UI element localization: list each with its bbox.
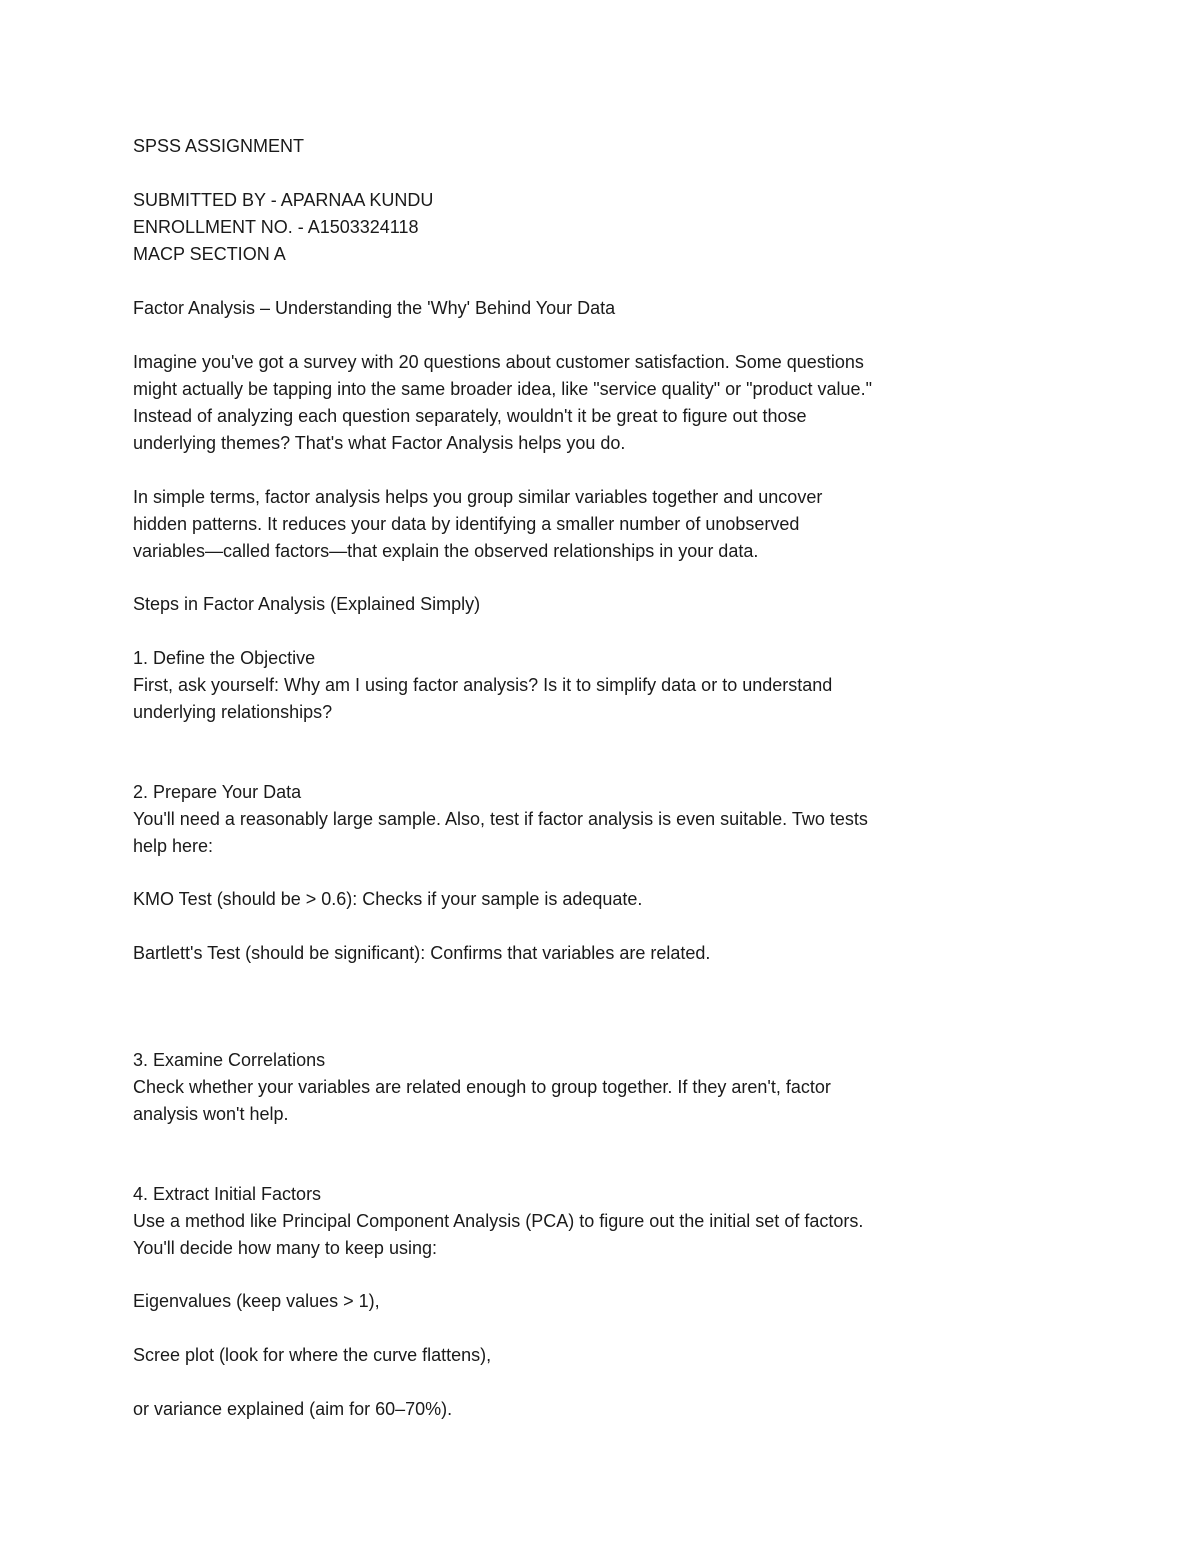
paragraph-line: You'll decide how many to keep using: bbox=[133, 1238, 437, 1258]
paragraph-line: Eigenvalues (keep values > 1), bbox=[133, 1291, 380, 1311]
paragraph-line: help here: bbox=[133, 836, 214, 856]
paragraph-line: KMO Test (should be > 0.6): Checks if your sample is adequate. bbox=[133, 889, 643, 909]
paragraph-line: underlying themes? That's what Factor Analysis helps you do. bbox=[133, 433, 626, 453]
paragraph-line: underlying relationships? bbox=[133, 702, 333, 722]
paragraph-line: Bartlett's Test (should be significant): Confirms that variables are related. bbox=[133, 943, 711, 963]
step-heading: 4. Extract Initial Factors bbox=[133, 1184, 322, 1204]
paragraph-line: You'll need a reasonably large sample. Also, test if factor analysis is even suitable. Two tests bbox=[133, 809, 868, 829]
paragraph-line: Use a method like Principal Component Analysis (PCA) to figure out the initial set of factors. bbox=[133, 1211, 864, 1231]
paragraph-line: analysis won't help. bbox=[133, 1104, 289, 1124]
step-heading: 3. Examine Correlations bbox=[133, 1050, 326, 1070]
submitted-by-line: SUBMITTED BY - APARNAA KUNDU bbox=[133, 190, 434, 210]
paragraph-line: First, ask yourself: Why am I using factor analysis? Is it to simplify data or to understand bbox=[133, 675, 833, 695]
paragraph-line: hidden patterns. It reduces your data by identifying a smaller number of unobserved bbox=[133, 514, 800, 534]
section-heading: Factor Analysis – Understanding the 'Why' Behind Your Data bbox=[133, 298, 616, 318]
paragraph-line: In simple terms, factor analysis helps you group similar variables together and uncover bbox=[133, 487, 823, 507]
paragraph-line: Instead of analyzing each question separately, wouldn't it be great to figure out those bbox=[133, 406, 807, 426]
enrollment-line: ENROLLMENT NO. - A1503324118 bbox=[133, 217, 419, 237]
steps-heading: Steps in Factor Analysis (Explained Simply) bbox=[133, 594, 481, 614]
paragraph-line: or variance explained (aim for 60–70%). bbox=[133, 1399, 453, 1419]
paragraph-line: Imagine you've got a survey with 20 questions about customer satisfaction. Some questions bbox=[133, 352, 864, 372]
step-heading: 2. Prepare Your Data bbox=[133, 782, 302, 802]
section-line: MACP SECTION A bbox=[133, 244, 286, 264]
paragraph-line: might actually be tapping into the same broader idea, like "service quality" or "product value." bbox=[133, 379, 872, 399]
document-title: SPSS ASSIGNMENT bbox=[133, 136, 305, 156]
paragraph-line: Check whether your variables are related enough to group together. If they aren't, factor bbox=[133, 1077, 831, 1097]
paragraph-line: variables—called factors—that explain the observed relationships in your data. bbox=[133, 541, 759, 561]
paragraph-line: Scree plot (look for where the curve flattens), bbox=[133, 1345, 492, 1365]
step-heading: 1. Define the Objective bbox=[133, 648, 316, 668]
